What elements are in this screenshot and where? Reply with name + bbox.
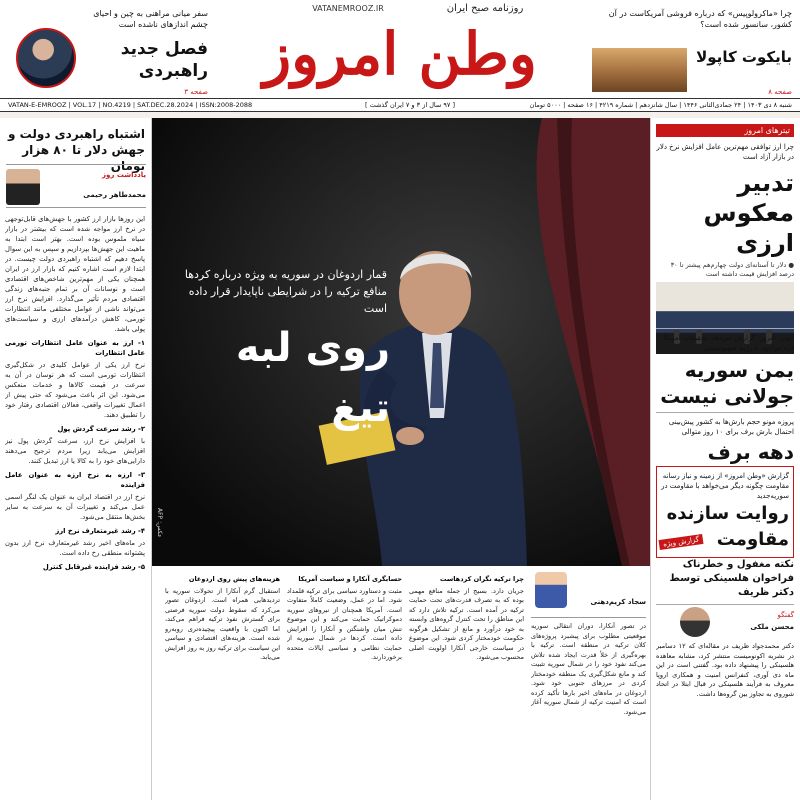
editorial-subhead: ۵- رشد فزاینده غیرقابل کنترل: [42, 563, 145, 571]
story-resistance[interactable]: [656, 466, 794, 558]
article-author: سجاد کریم‌دهنی: [590, 598, 646, 606]
author-avatar: [680, 607, 710, 637]
right-teaser-page: صفحه ۸: [768, 88, 792, 96]
author-name: محسن ملکی: [750, 623, 794, 631]
editorial-author: محمدطاهر رحیمی: [83, 191, 146, 199]
editorial-subhead: ۲- رشد سرعت گردش پول: [57, 425, 145, 433]
left-teaser-headline: فصل جدید راهبردی: [120, 39, 208, 81]
hero-deck-line: قمار اردوغان در سوریه به ویژه درباره کردها: [184, 268, 387, 281]
editorial-byline: [6, 164, 146, 208]
dateline-middle: [ ۹۷ سال از ۳ و ۷ ایران گذشت ]: [364, 101, 456, 109]
editorial-headline[interactable]: اشتباه راهبردی دولت و جهش دلار تا ۸۰ هزار تومان: [8, 127, 145, 173]
article-column-1: در تصور آنکارا، دوران انتقالی سوریه موقعیتی مطلوب برای پیشبرد پروژه‌های کلان ترکیه در منطقه است. ترکیه با بهره‌گیری از خلأ قدرت ایجاد شده تلاش می‌کند نفوذ خود را در شمال سوریه تثبیت کند و مانع شکل‌گیری یک منطقه خودمختار کردی در مرزهای جنوبی خود شود. اردوغان در ماه‌های اخیر بارها تأکید کرده است که امنیت ترکیه از شمال سوریه آغاز می‌شود.: [531, 622, 646, 716]
story-zarif[interactable]: [656, 558, 794, 800]
story-currency-kicker: چرا ارز توافقی مهم‌ترین عامل افزایش نرخ دلار در بازار آزاد است: [656, 143, 794, 161]
divider: [656, 328, 794, 329]
special-report-tag: گزارش ویژه: [659, 534, 704, 550]
left-teaser[interactable]: [8, 8, 208, 96]
article-paragraph: مثبت و دستاورد سیاسی برای ترکیه قلمداد شود. اما در عمل، وضعیت کاملاً متفاوت است. آمریکا همچنان از نیروهای سوریه دموکراتیک حمایت می‌کند و این موضوع تنش میان واشنگتن و آنکارا را افزایش داده است. کردها در شمال سوریه از حمایت نظامی و سیاسی ایالات متحده برخوردارند.: [287, 586, 402, 661]
story-currency[interactable]: [656, 142, 794, 354]
hero-deck: [177, 266, 387, 317]
story-yemen-headline-1: یمن سوریه: [684, 358, 794, 382]
editorial-author-photo: [6, 169, 40, 205]
editorial-paragraph: این روزها بازار ارز کشور با جهش‌های قابل‌توجهی در نرخ ارز مواجه شده است که بیشتر در بازار سیاه ملموس بوده است. بهتر است ابتدا به ماهیت این جهش‌ها بپردازیم و سپس به این سوال پاسخ دهیم که اشتباه راهبردی دولت چیست. در ابتدا لازم است اشاره کنیم که بازار ارز در ایران همچنان یکی از مهم‌ترین شاخص‌های اقتصادی است و نوسانات آن بر تمام جنبه‌های زندگی اقتصادی مردم تأثیر می‌گذارد. افزایش نرخ ارز می‌تواند ناشی از عوامل مختلفی مانند انتظارات تورمی، کاهش درآمدهای ارزی و سیاست‌های پولی باشد.: [5, 215, 145, 333]
main-article: [152, 566, 650, 800]
story-yemen-kicker: حوثی امروز؛ گزارش می‌دهد: تحقیقات آمریکا دره مواجهه با رژیم صهیونیستی: [663, 334, 794, 352]
editorial-label: یادداشت روز: [102, 171, 146, 179]
right-teaser-photo: [592, 48, 687, 92]
left-teaser-kicker: سفر میانی مراهنی به چین و احیای چشم اندازهای ناشده است: [93, 9, 208, 29]
dateline-persian: شنبه ۸ دی ۱۴۰۳ | ۲۴ جمادی‌الثانی ۱۴۴۶ | سال شانزدهم | شماره ۴۲۱۹ | ۱۶ صفحه | ۵۰۰۰ تومان: [529, 101, 792, 109]
left-teaser-page: صفحه ۳: [184, 88, 208, 96]
hero-deck-line: منافع ترکیه را در شرایطی ناپایدار قرار داده است: [188, 285, 387, 315]
story-resistance-kicker: گزارش «وطن امروز» از زمینه و نیاز رسانه مقاومت چگونه دیگر می‌خواهد با مقاومت در سوریه‌جدید: [661, 472, 789, 500]
right-teaser[interactable]: [592, 8, 792, 96]
editorial-paragraph: نرخ ارز در اقتصاد ایران به عنوان یک لنگر اسمی عمل می‌کند و تغییرات آن به سرعت به سایر بخش‌ها منتقل می‌شود.: [5, 493, 145, 521]
article-subhead: چرا ترکیه نگران کردهاست: [439, 575, 524, 583]
right-teaser-kicker: چرا «ماکرولوپیس» که درباره فروشی آمریکاست در آن کشور، سانسور شده است؟: [608, 9, 792, 29]
story-zarif-headline: نکته مغفول و خطرناک فراخوان هلسینکی توسط دکتر ظریف: [669, 559, 794, 598]
article-paragraph: استقبال گرم آنکارا از تحولات سوریه با تردیدهایی همراه است. اردوغان تصور می‌کرد که سقوط دولت سوریه فرصتی برای گسترش نفوذ ترکیه فراهم می‌کند، اما اکنون با واقعیت پیچیده‌تری روبه‌رو شده است. هزینه‌های اقتصادی و سیاسی این سیاست برای ترکیه روز به روز افزایش می‌یابد.: [165, 586, 280, 661]
story-currency-headline-2: معکوس ارزی: [703, 199, 794, 257]
editorial-paragraph: با افزایش نرخ ارز، سرعت گردش پول نیز افزایش می‌یابد زیرا مردم ترجیح می‌دهند دارایی‌های خود را به کالا یا ارز تبدیل کنند.: [5, 437, 145, 465]
right-teaser-headline: بایکوت کاپولا: [696, 48, 792, 66]
article-paragraph: جریان دارد. بسیج از جمله منافع مهمی بوده که به تصرف قدرت‌های تحت حمایت ترکیه در آمده است. ترکیه تلاش دارد که این مناطق را تحت کنترل گروه‌های وابسته به خود درآورد و مانع از تشکیل هرگونه حکومت خودمختار کردی شود. این موضوع در سیاست خارجی آنکارا اولویت اصلی محسوب می‌شود.: [409, 586, 524, 661]
story-snow-kicker: پروزه مونو حجم بارش‌ها به کشور پیش‌بینی احتمال بارش برف برای ۱۰ روز متوالی: [668, 418, 794, 436]
hero-photo[interactable]: [152, 118, 650, 566]
photo-credit: عکس: AFP: [156, 508, 163, 538]
story-yemen-headline-2: جولانی نیست: [660, 384, 794, 408]
story-zarif-body: دکتر محمدجواد ظریف در مقاله‌ای که ۱۲ دسامبر در نشریه اکونومیست منتشر کرد، مشابه معاهده هلسینکی را پیشنهاد داده بود. گفتنی است در این ماه دی آوری، کنفرانس امنیت و همکاری اروپا معروف به فرآیند هلسینکی در قبال ابتلا در اتحاد شوروی به تجاوز بین گروه‌ها داشت.: [656, 642, 794, 698]
article-subhead: هزینه‌های پیش روی اردوغان: [188, 575, 280, 583]
editorial-subhead: ۴- رشد غیرمتعارف نرخ ارز: [55, 527, 145, 535]
hero-headline: روی لبه تیغ: [235, 325, 390, 431]
story-resistance-headline-1: روایت سازنده: [666, 503, 789, 524]
left-teaser-photo: [16, 28, 76, 88]
editorial-body: [5, 214, 145, 794]
author-avatar: [535, 572, 567, 608]
editorial-subhead: ۱- ارز به عنوان عامل انتظارات تورمی عامل انتظارات: [5, 339, 145, 357]
article-column-3: [287, 572, 402, 796]
article-byline: [531, 572, 646, 618]
story-currency-headline-1: تدبیر: [737, 169, 794, 197]
headlines-label: تیترهای امروز: [656, 124, 794, 137]
right-column: [650, 118, 800, 800]
article-subhead: حسابگری آنکارا و سیاست آمریکا: [298, 575, 402, 583]
editorial-paragraph: نرخ ارز یکی از عوامل کلیدی در شکل‌گیری انتظارات تورمی است که هر نوسان در آن به سرعت در قیمت کالاها و خدمات منعکس می‌شود. این اثر باعث می‌شود که حتی پیش از اعمال تغییرات واقعی، فعالان اقتصادی رفتار خود را تطبیق دهند.: [5, 361, 145, 419]
story-zarif-byline: [656, 604, 794, 638]
site-url[interactable]: VATANEMROOZ.IR: [312, 4, 384, 13]
story-yemen[interactable]: [656, 324, 794, 409]
tagline: روزنامه صبح ایران: [446, 3, 524, 14]
article-column-2: [409, 572, 524, 796]
dateline: [0, 98, 800, 112]
headlines-label-box: [656, 124, 794, 137]
story-snow-headline: دهه برف: [707, 440, 794, 464]
editorial-paragraph: در ماه‌های اخیر رشد غیرمتعارف نرخ ارز بدون پشتوانه منطقی رخ داده است.: [5, 539, 145, 557]
author-label: گفتگو: [777, 611, 794, 619]
masthead: [0, 0, 800, 98]
main-story: [152, 118, 650, 800]
left-column: [0, 118, 152, 800]
dateline-latin: VATAN-E-EMROOZ | VOL.17 | NO.4219 | SAT.DEC.28.2024 | ISSN:2008-2088: [8, 101, 253, 109]
newspaper-logo: وطن امروز: [263, 20, 537, 88]
editorial-subhead: ۳- ارزه به نرخ ارزه به عنوان عامل فزاینده: [5, 471, 145, 489]
story-snow[interactable]: [656, 408, 794, 465]
divider: [656, 412, 794, 413]
article-column-4: [165, 572, 280, 796]
story-currency-caption: ● دلار تا آستانه‌ای دولت چهارم‌هم پیشتر تا ۳۰ درصد افزایش قیمت داشته است: [670, 261, 794, 278]
story-resistance-headline-2: مقاومت: [716, 529, 789, 550]
